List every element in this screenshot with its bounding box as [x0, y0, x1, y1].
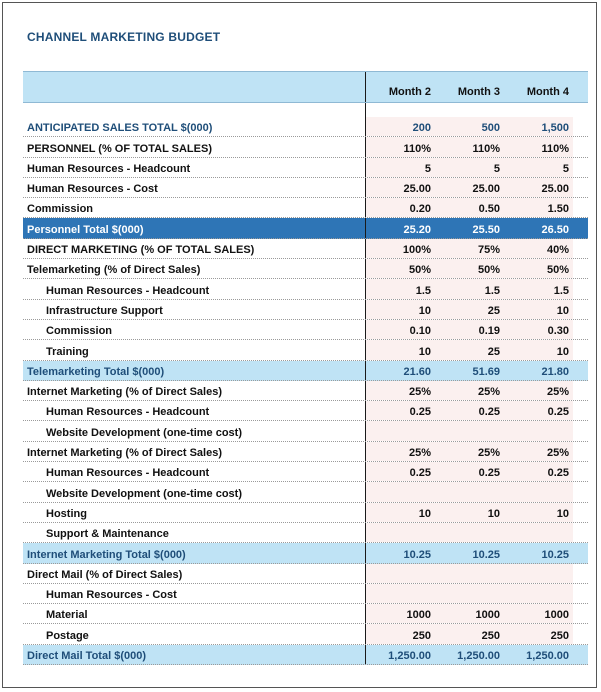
value-cell-month-3: 25.50 — [472, 223, 500, 236]
row-values — [365, 137, 573, 156]
document-frame — [2, 2, 597, 688]
row-values — [365, 482, 573, 501]
row-label: Human Resources - Headcount — [27, 162, 191, 175]
row-label: Direct Mail (% of Direct Sales) — [27, 568, 183, 581]
value-cell-month-3: 1,250.00 — [457, 650, 500, 663]
value-cell-month-2: 25% — [408, 447, 431, 460]
row-values — [365, 543, 573, 562]
value-cell-month-2: 0.25 — [409, 406, 431, 419]
column-header-month-2: Month 2 — [388, 86, 431, 98]
value-cell-month-2: 10 — [418, 345, 431, 358]
row-label: Internet Marketing (% of Direct Sales) — [27, 447, 222, 460]
row-label: Hosting — [46, 507, 87, 520]
row-label: Commission — [46, 325, 113, 338]
row-values — [365, 421, 573, 440]
value-cell-month-3: 0.25 — [478, 406, 500, 419]
row-values — [365, 564, 573, 583]
value-cell-month-4: 0.30 — [547, 325, 569, 338]
row-label: DIRECT MARKETING (% OF TOTAL SALES) — [27, 244, 255, 257]
value-cell-month-3: 75% — [477, 244, 500, 257]
row-label: Human Resources - Headcount — [46, 406, 210, 419]
value-cell-month-2: 110% — [403, 142, 431, 155]
page-title: CHANNEL MARKETING BUDGET — [27, 30, 221, 44]
row-values — [365, 239, 573, 258]
row-values — [365, 503, 573, 522]
value-cell-month-4: 21.80 — [541, 365, 569, 378]
value-cell-month-3: 25% — [477, 386, 500, 399]
value-cell-month-2: 250 — [412, 629, 431, 642]
row-values — [365, 158, 573, 177]
value-cell-month-4: 25.00 — [541, 183, 569, 196]
table-row — [23, 564, 588, 584]
value-cell-month-2: 10.25 — [403, 548, 431, 561]
table-body — [23, 117, 588, 665]
value-cell-month-2: 10 — [418, 507, 431, 520]
row-values — [365, 462, 573, 481]
table-row — [23, 401, 588, 421]
table-row — [23, 462, 588, 482]
row-label: Personnel Total $(000) — [27, 223, 144, 236]
row-label: Human Resources - Cost — [46, 589, 177, 602]
row-values — [365, 604, 573, 623]
table-row — [23, 584, 588, 604]
row-values — [365, 442, 573, 461]
value-cell-month-4: 1000 — [544, 609, 569, 622]
header-values — [365, 72, 573, 102]
row-values — [365, 178, 573, 197]
table-row — [23, 421, 588, 441]
table-row — [23, 198, 588, 218]
value-cell-month-3: 0.25 — [478, 467, 500, 480]
row-values — [365, 300, 573, 319]
value-cell-month-4: 25% — [546, 447, 569, 460]
row-label: Telemarketing Total $(000) — [27, 365, 165, 378]
column-header-month-4: Month 4 — [526, 86, 569, 98]
spacer-row — [23, 103, 588, 117]
row-label: PERSONNEL (% OF TOTAL SALES) — [27, 142, 212, 155]
value-cell-month-2: 1000 — [406, 609, 431, 622]
value-cell-month-4: 1,250.00 — [526, 650, 569, 663]
value-cell-month-3: 10 — [487, 507, 500, 520]
spacer-label — [23, 103, 365, 117]
value-cell-month-2: 0.10 — [409, 325, 431, 338]
value-cell-month-4: 1.5 — [553, 284, 569, 297]
value-cell-month-2: 21.60 — [403, 365, 431, 378]
value-cell-month-4: 1.50 — [547, 203, 569, 216]
table-header — [23, 71, 588, 103]
row-label: Direct Mail Total $(000) — [27, 650, 146, 663]
column-header-month-3: Month 3 — [457, 86, 500, 98]
value-cell-month-2: 1.5 — [415, 284, 431, 297]
value-cell-month-4: 0.25 — [547, 406, 569, 419]
row-values — [365, 198, 573, 217]
value-cell-month-2: 25.20 — [403, 223, 431, 236]
value-cell-month-2: 1,250.00 — [388, 650, 431, 663]
row-values — [365, 584, 573, 603]
value-cell-month-2: 0.25 — [409, 467, 431, 480]
value-cell-month-4: 40% — [546, 244, 569, 257]
table-row — [23, 381, 588, 401]
row-label: Training — [46, 345, 89, 358]
row-values — [365, 340, 573, 359]
value-cell-month-4: 0.25 — [547, 467, 569, 480]
row-values — [365, 624, 573, 643]
spacer-values — [365, 103, 573, 117]
table-row — [23, 645, 588, 665]
value-cell-month-3: 50% — [477, 264, 500, 277]
value-cell-month-4: 10 — [556, 304, 569, 317]
row-values — [365, 401, 573, 420]
row-values — [365, 117, 573, 136]
table-row — [23, 300, 588, 320]
table-row — [23, 239, 588, 259]
table-row — [23, 117, 588, 137]
table-row — [23, 218, 588, 238]
row-values — [365, 645, 573, 664]
value-cell-month-4: 110% — [541, 142, 569, 155]
table-row — [23, 320, 588, 340]
value-cell-month-3: 250 — [481, 629, 500, 642]
value-cell-month-2: 25.00 — [403, 183, 431, 196]
table-row — [23, 523, 588, 543]
table-row — [23, 137, 588, 157]
table-row — [23, 442, 588, 462]
table-row — [23, 340, 588, 360]
table-row — [23, 503, 588, 523]
value-cell-month-2: 5 — [424, 162, 431, 175]
value-cell-month-4: 5 — [562, 162, 569, 175]
value-cell-month-4: 10 — [556, 345, 569, 358]
value-cell-month-3: 51.69 — [472, 365, 500, 378]
row-label: Human Resources - Headcount — [46, 284, 210, 297]
value-cell-month-3: 10.25 — [472, 548, 500, 561]
value-cell-month-3: 500 — [481, 122, 500, 135]
table-row — [23, 361, 588, 381]
row-label: Internet Marketing (% of Direct Sales) — [27, 386, 222, 399]
value-cell-month-3: 0.50 — [478, 203, 500, 216]
value-cell-month-2: 25% — [408, 386, 431, 399]
row-label: Telemarketing (% of Direct Sales) — [27, 264, 201, 277]
row-label: Postage — [46, 629, 89, 642]
row-label: Human Resources - Cost — [27, 183, 158, 196]
value-cell-month-3: 1000 — [475, 609, 500, 622]
value-cell-month-3: 5 — [493, 162, 500, 175]
value-cell-month-3: 25 — [487, 304, 500, 317]
value-cell-month-2: 100% — [402, 244, 431, 257]
row-label: Infrastructure Support — [46, 304, 163, 317]
value-cell-month-2: 50% — [408, 264, 431, 277]
header-label-cell — [23, 72, 365, 102]
value-cell-month-4: 26.50 — [541, 223, 569, 236]
value-cell-month-3: 110% — [472, 142, 500, 155]
value-cell-month-2: 0.20 — [409, 203, 431, 216]
value-cell-month-3: 25% — [477, 447, 500, 460]
row-values — [365, 259, 573, 278]
row-label: ANTICIPATED SALES TOTAL $(000) — [27, 122, 213, 135]
row-values — [365, 361, 573, 380]
table-row — [23, 604, 588, 624]
row-values — [365, 381, 573, 400]
table-row — [23, 259, 588, 279]
value-cell-month-4: 10 — [556, 507, 569, 520]
value-cell-month-3: 25 — [487, 345, 500, 358]
row-label: Human Resources - Headcount — [46, 467, 210, 480]
table-row — [23, 543, 588, 563]
row-label: Internet Marketing Total $(000) — [27, 548, 186, 561]
row-label: Support & Maintenance — [46, 528, 169, 541]
table-row — [23, 482, 588, 502]
value-cell-month-4: 1,500 — [541, 122, 569, 135]
row-values — [365, 218, 573, 237]
row-values — [365, 523, 573, 542]
value-cell-month-4: 50% — [546, 264, 569, 277]
row-label: Commission — [27, 203, 94, 216]
row-label: Material — [46, 609, 88, 622]
row-label: Website Development (one-time cost) — [46, 487, 242, 500]
budget-table — [23, 71, 588, 665]
value-cell-month-3: 0.19 — [478, 325, 500, 338]
table-row — [23, 158, 588, 178]
value-cell-month-4: 25% — [546, 386, 569, 399]
table-row — [23, 279, 588, 299]
value-cell-month-2: 10 — [418, 304, 431, 317]
table-row — [23, 624, 588, 644]
value-cell-month-4: 250 — [550, 629, 569, 642]
row-values — [365, 320, 573, 339]
row-label: Website Development (one-time cost) — [46, 426, 242, 439]
row-values — [365, 279, 573, 298]
value-cell-month-4: 10.25 — [541, 548, 569, 561]
table-row — [23, 178, 588, 198]
value-cell-month-3: 1.5 — [484, 284, 500, 297]
value-cell-month-3: 25.00 — [472, 183, 500, 196]
value-cell-month-2: 200 — [412, 122, 431, 135]
